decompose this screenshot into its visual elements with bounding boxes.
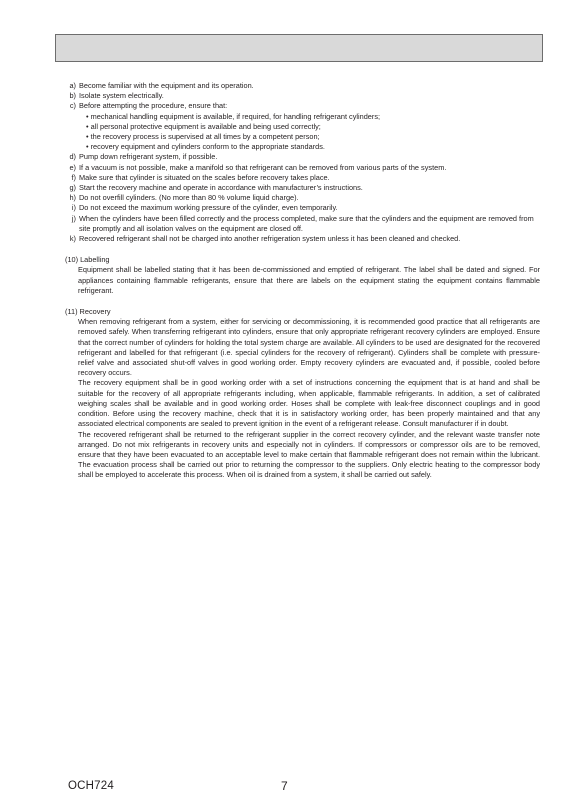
list-item [65, 234, 540, 244]
item-text: Start the recovery machine and operate in accordance with manufacturer’s instructions. [79, 183, 363, 193]
header-bar [55, 34, 543, 62]
item-text: Do not exceed the maximum working pressure of the cylinder, even temporarily. [79, 203, 338, 213]
item-text: When the cylinders have been filled correctly and the process completed, make sure that the cylinders and the equipment are removed from site promptly and all isolation valves on the equipment are closed off. [79, 213, 534, 233]
section-paragraph: The recovery equipment shall be in good working order with a set of instructions concerning the equipment that is at hand and shall be suitable for the recovery of all appropriate refrigerants including, when applicable, flammable refrigerants. In addition, a set of calibrated weighing scales shall be available and in good working order. Hoses shall be complete with leak-free disconnect couplings and in good condition. Before using the recovery machine, check that it is in satisfactory working order, has been properly maintained and that any associated electrical components are sealed to prevent ignition in the event of a refrigerant release. Consult manufacturer if in doubt. [78, 378, 540, 429]
item-text: Before attempting the procedure, ensure that: [79, 101, 228, 111]
item-text: Recovered refrigerant shall not be charged into another refrigeration system unless it has been cleaned and checked. [79, 234, 461, 244]
item-text: Isolate system electrically. [79, 91, 164, 101]
item-text: Make sure that cylinder is situated on the scales before recovery takes place. [79, 172, 330, 182]
item-text: Pump down refrigerant system, if possible. [79, 152, 218, 162]
list-item [65, 91, 540, 101]
item-label: b) [69, 91, 76, 101]
item-label: f) [71, 172, 76, 182]
bullet-item: • mechanical handling equipment is available, if required, for handling refrigerant cylinders; [86, 111, 381, 121]
list-item [65, 81, 540, 91]
item-text: Do not overfill cylinders. (No more than 80 % volume liquid charge). [79, 193, 299, 203]
list-item [65, 193, 540, 203]
list-item [65, 214, 540, 234]
section-paragraph: Equipment shall be labelled stating that it has been de-commissioned and emptied of refrigerant. The label shall be dated and signed. For appliances containing flammable refrigerants, ensure that there are labels on the equipment stating the equipment contains flammable refrigerant. [78, 265, 540, 295]
item-label: h) [69, 193, 76, 203]
item-label: j) [71, 213, 76, 223]
item-label: d) [69, 152, 76, 162]
item-label: c) [69, 101, 76, 111]
section-paragraph: The recovered refrigerant shall be returned to the refrigerant supplier in the correct recovery cylinder, and the relevant waste transfer note arranged. Do not mix refrigerants in recovery units and especially not in cylinders. If compressors or compressor oils are to be removed, ensure that they have been evacuated to an acceptable level to make certain that flammable refrigerant does not remain within the lubricant. The evacuation process shall be carried out prior to returning the compressor to the suppliers. Only electric heating to the compressor body shall be employed to accelerate this process. When oil is drained from a system, it shall be carried out safely. [78, 429, 540, 480]
section-paragraph: When removing refrigerant from a system, either for servicing or decommissioning, it is recommended good practice that all refrigerants are removed safely. When transferring refrigerant into cylinders, ensure that only appropriate refrigerant recovery cylinders are employed. Ensure that the correct number of cylinders for holding the total system charge are available. All cylinders to be used are designated for the recovered refrigerant and labelled for that refrigerant (i.e. special cylinders for the recovery of refrigerant). Cylinders shall be complete with pressure-relief valve and associated shut-off valves in good working order. Empty recovery cylinders are evacuated and, if possible, cooled before recovery occurs. [78, 317, 540, 378]
list-item [65, 163, 540, 173]
list-item [65, 173, 540, 183]
item-label: a) [69, 81, 76, 90]
item-label: i) [71, 203, 76, 213]
list-item [65, 183, 540, 193]
page-number: 7 [281, 779, 288, 793]
recovery-section [65, 307, 540, 480]
bullet-item: • the recovery process is supervised at all times by a competent person; [86, 132, 320, 142]
list-item [65, 203, 540, 213]
document-code: OCH724 [68, 780, 114, 792]
item-text: Become familiar with the equipment and its operation. [79, 81, 254, 90]
bullet-item: • all personal protective equipment is available and being used correctly; [86, 121, 321, 131]
item-label: e) [69, 162, 76, 172]
labelling-section [65, 255, 540, 296]
list-item [65, 101, 540, 111]
list-item [65, 152, 540, 162]
item-label: g) [69, 183, 76, 193]
bullet-item: • recovery equipment and cylinders conform to the appropriate standards. [86, 142, 325, 152]
document-body [65, 81, 540, 481]
item-text: If a vacuum is not possible, make a manifold so that refrigerant can be removed from various parts of the system. [79, 162, 447, 172]
item-label: k) [69, 234, 76, 244]
section-title: (10) Labelling [65, 255, 110, 265]
section-title: (11) Recovery [65, 307, 111, 317]
